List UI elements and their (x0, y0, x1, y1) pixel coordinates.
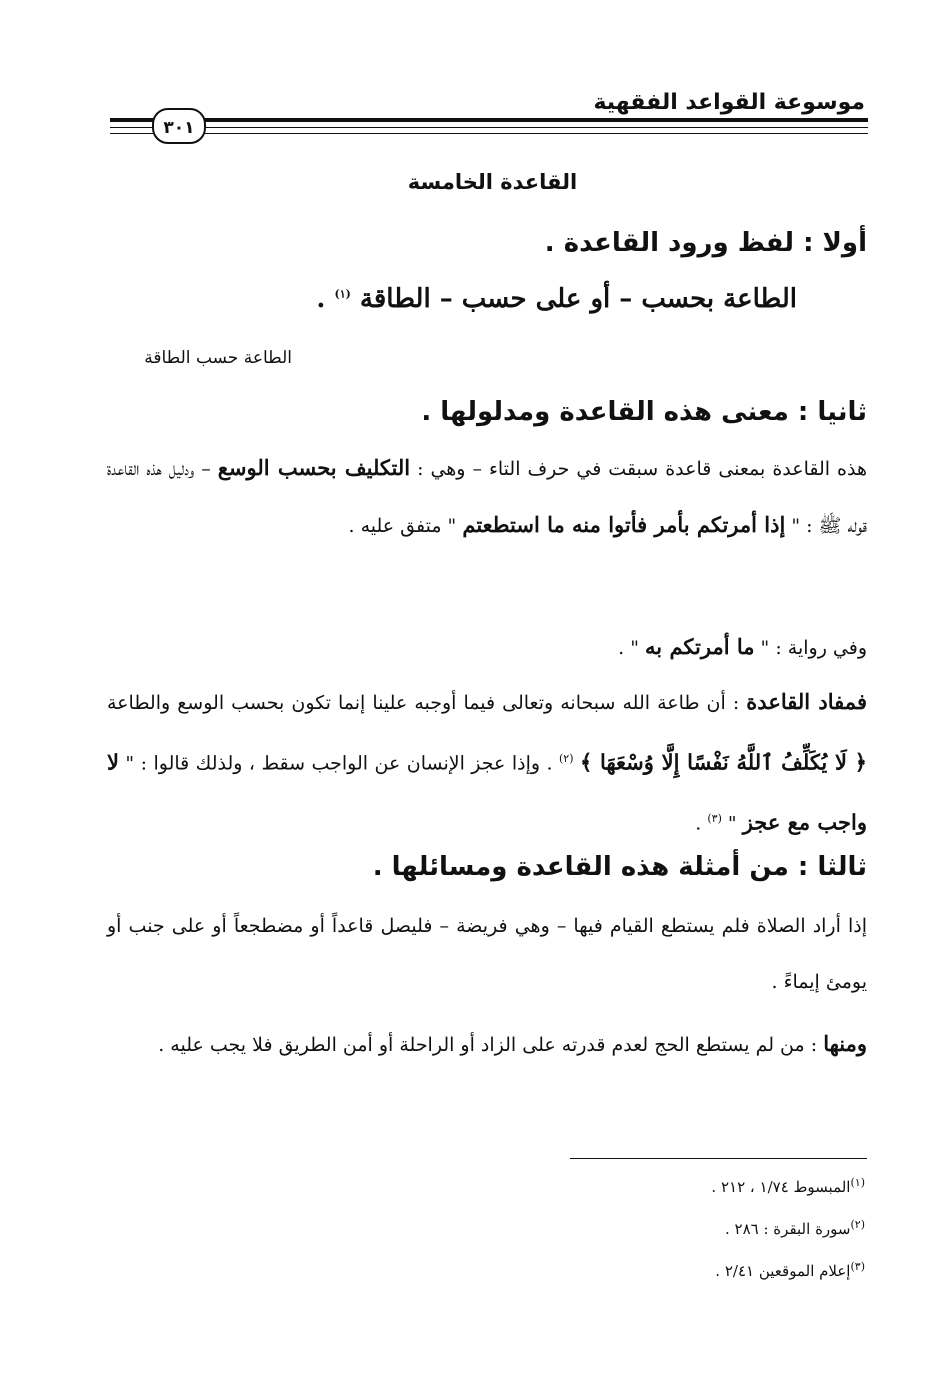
footnote-text: إعلام الموقعين ٢/٤١ . (715, 1262, 851, 1280)
bold-run: ومنها (823, 1031, 867, 1056)
running-header-title: موسوعة القواعد الفقهية (593, 90, 865, 115)
footnote-number: (٣) (850, 1260, 865, 1273)
footnote-ref-1: (١) (334, 287, 351, 301)
rule-text: الطاعة بحسب – أو على حسب – الطاقة (359, 284, 797, 314)
hadith-text: إذا أمرتكم بأمر فأتوا منه ما استطعتم (462, 512, 786, 537)
text-run: – ودليل هذه القاعدة قوله ﷺ : " (107, 458, 867, 537)
text-run: . (695, 812, 708, 835)
header-rule-thin-2 (110, 133, 868, 134)
header-rule-thin (110, 127, 868, 128)
maxim-text: لا واجب مع عجز (107, 749, 867, 835)
bold-run: فمفاد القاعدة (746, 689, 867, 714)
footnote-text: المبسوط ١/٧٤ ، ٢١٢ . (711, 1178, 851, 1196)
footnote-ref-2: (٢) (558, 752, 574, 765)
example-paragraph-2 (107, 1016, 867, 1073)
footnote-ref-3: (٣) (707, 812, 722, 826)
hadith-narration: ما أمرتكم به (645, 634, 755, 659)
text-run: " متفق عليه . (348, 515, 463, 537)
text-run: : من لم يستطع الحج لعدم قدرته على الزاد أو الراحلة أو أمن الطريق فلا يجب عليه . (158, 1034, 824, 1056)
rule-end: . (316, 284, 326, 314)
chapter-title: القاعدة الخامسة (407, 170, 578, 194)
example-paragraph-1: إذا أراد الصلاة فلم يستطع القيام فيها – وهي فريضة – فليصل قاعداً أو مضطجعاً أو على جنب أو يومئ إيماءً . (107, 915, 867, 993)
rule-statement (316, 284, 797, 314)
section-heading-3: ثالثا : من أمثلة هذه القاعدة ومسائلها . (372, 852, 867, 882)
quran-verse: ﴿ لَا يُكَلِّفُ ٱللَّهُ نَفْسًا إِلَّا وُسْعَهَا ﴾ (579, 749, 867, 775)
text-run: . وإذا عجز الإنسان عن الواجب سقط ، ولذلك قالوا : " (118, 752, 559, 775)
footnote-number: (١) (850, 1176, 865, 1189)
text-run: " . (618, 637, 646, 659)
footnote-text: سورة البقرة : ٢٨٦ . (725, 1220, 851, 1238)
text-run: هذه القاعدة بمعنى قاعدة سبقت في حرف التاء – وهي : (410, 458, 867, 480)
footnote-number: (٢) (850, 1218, 865, 1231)
footnote-1 (711, 1176, 865, 1196)
footnote-separator (570, 1158, 867, 1159)
footnote-3 (715, 1260, 865, 1280)
rule-variant: الطاعة حسب الطاقة (144, 348, 292, 368)
narration-paragraph (107, 619, 867, 676)
text-run: وفي رواية : " (754, 637, 867, 659)
meaning-paragraph (107, 440, 867, 554)
text-run: : أن طاعة الله سبحانه وتعالى فيما أوجبه علينا إنما تكون بحسب الوسع والطاعة (107, 692, 747, 714)
text-run: " (721, 812, 743, 835)
bold-run: التكليف بحسب الوسع (217, 455, 411, 480)
header-rule-thick (110, 118, 868, 122)
section-heading-2: ثانيا : معنى هذه القاعدة ومدلولها . (421, 397, 867, 427)
footnote-2 (725, 1218, 865, 1238)
section-heading-1: أولا : لفظ ورود القاعدة . (544, 228, 867, 258)
implication-paragraph (107, 674, 867, 852)
page-number: ٣٠١ (152, 108, 206, 144)
